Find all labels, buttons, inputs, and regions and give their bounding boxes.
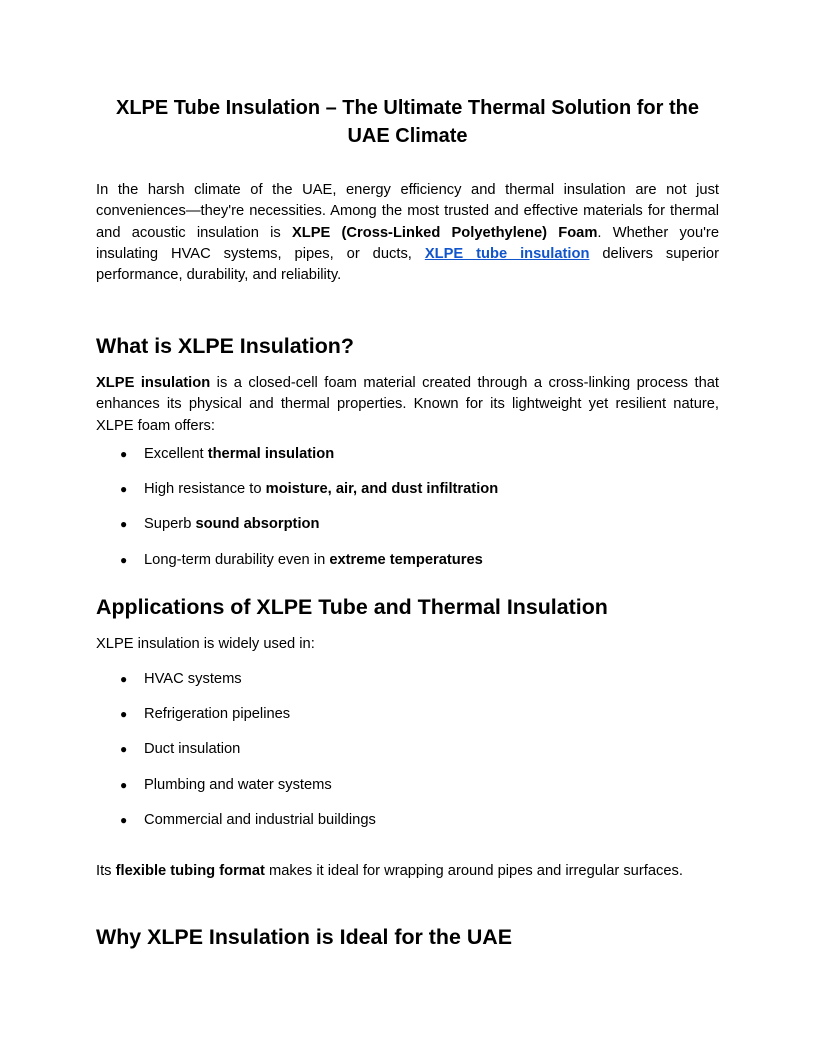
bullet-icon: ● xyxy=(120,707,128,722)
xlpe-benefits-list xyxy=(96,444,719,585)
section1-bold-term: XLPE insulation xyxy=(96,375,211,391)
bullet-icon: ● xyxy=(120,517,128,532)
xlpe-tube-insulation-link[interactable]: XLPE tube insulation xyxy=(424,245,590,262)
closing-text-1: Its xyxy=(96,863,116,879)
intro-bold-xlpe: XLPE (Cross-Linked Polyethylene) Foam xyxy=(291,224,598,241)
intro-text-1: In the harsh climate of the UAE, energy efficiency and thermal insulation are not just conveniences—they're necessities. Among the most trusted and effective materials for thermal and acoustic insulation is xyxy=(96,182,719,241)
closing-text-2: makes it ideal for wrapping around pipes and irregular surfaces. xyxy=(264,863,683,879)
list-item-bold: thermal insulation xyxy=(207,446,335,462)
list-item xyxy=(96,444,719,479)
bullet-icon: ● xyxy=(120,812,128,827)
applications-list xyxy=(96,669,719,845)
intro-paragraph xyxy=(96,180,719,286)
list-item xyxy=(96,669,719,704)
section-heading-why-uae: Why XLPE Insulation is Ideal for the UAE xyxy=(96,925,512,949)
list-item xyxy=(96,775,719,810)
intro-text-3: delivers superior performance, durability, and reliability. xyxy=(96,245,719,284)
bullet-icon: ● xyxy=(120,552,128,567)
section2-intro: XLPE insulation is widely used in: xyxy=(96,636,315,652)
bullet-icon: ● xyxy=(120,672,128,686)
list-item xyxy=(96,479,719,514)
list-item xyxy=(96,550,719,585)
list-item-text: Excellent xyxy=(144,446,208,462)
list-item-text: Long-term durability even in xyxy=(144,551,330,568)
list-item-text: High resistance to xyxy=(144,481,266,498)
list-item xyxy=(96,810,719,845)
section1-paragraph xyxy=(96,373,719,437)
closing-bold: flexible tubing format xyxy=(115,863,265,879)
list-item-text: Superb xyxy=(144,516,196,533)
list-item-bold: extreme temperatures xyxy=(329,551,483,568)
section-heading-applications: Applications of XLPE Tube and Thermal Insulation xyxy=(96,595,608,619)
bullet-icon: ● xyxy=(120,777,128,792)
list-item xyxy=(96,514,719,549)
bullet-icon: ● xyxy=(120,742,128,757)
bullet-icon: ● xyxy=(120,482,128,497)
list-item-text: Refrigeration pipelines xyxy=(144,706,291,723)
section2-closing-paragraph xyxy=(96,861,719,882)
list-item-text: Commercial and industrial buildings xyxy=(144,811,376,828)
list-item-text: Plumbing and water systems xyxy=(144,776,332,793)
intro-text-2: . Whether you're insulating HVAC systems, pipes, or ducts, xyxy=(96,224,719,262)
bullet-icon: ● xyxy=(120,447,128,461)
list-item xyxy=(96,704,719,739)
list-item-bold: sound absorption xyxy=(195,516,320,533)
section1-text: is a closed-cell foam material created through a cross-linking process that enhances its physical and thermal properties. Known for its lightweight yet resilient nature, XLPE foam offers: xyxy=(96,375,719,434)
list-item-bold: moisture, air, and dust infiltration xyxy=(265,481,499,498)
document-title: XLPE Tube Insulation – The Ultimate Thermal Solution for the UAE Climate xyxy=(115,97,699,147)
list-item-text: HVAC systems xyxy=(144,671,242,687)
list-item xyxy=(96,739,719,774)
list-item-text: Duct insulation xyxy=(144,741,241,758)
section-heading-what-is-xlpe: What is XLPE Insulation? xyxy=(96,334,354,358)
